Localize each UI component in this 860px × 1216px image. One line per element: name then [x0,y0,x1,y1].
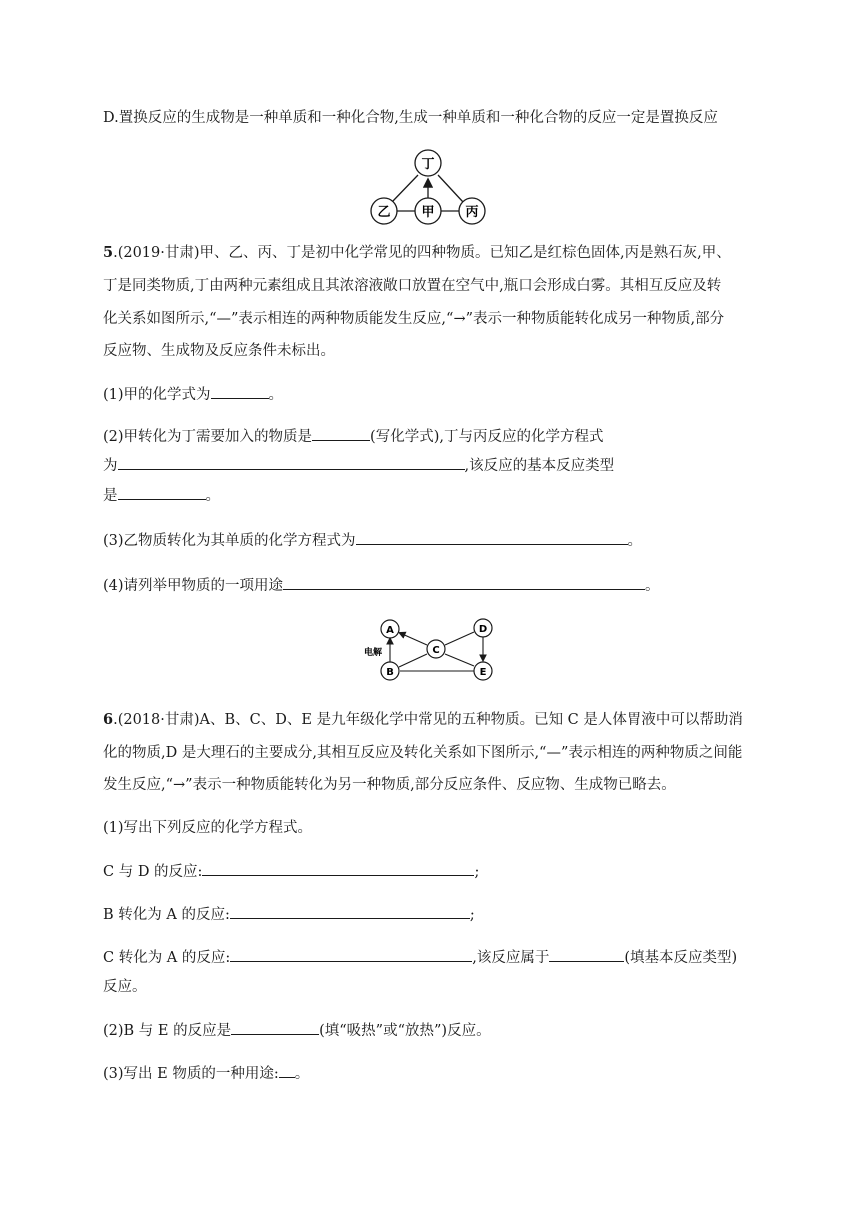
svg-text:C: C [432,645,440,656]
q5-number: 5 [103,244,114,261]
option-d: D.置换反应的生成物是一种单质和一种化合物,生成一种单质和一种化合物的反应一定是置换反应 [103,110,718,126]
q6-stem-line-2: 化的物质,D 是大理石的主要成分,其相互反应及转化关系如下图所示,“—”表示相连的两种物质之间能 [103,745,743,761]
q5-stem-line-3: 化关系如图所示,“—”表示相连的两种物质能发生反应,“→”表示一种物质能转化成另一种物质,部分 [103,311,725,327]
node-yi-label: 乙 [377,205,391,220]
q5-part-3: (3)乙物质转化为其单质的化学方程式为 。 [103,530,642,551]
q6-part-3: (3)写出 E 物质的一种用途: 。 [103,1063,309,1084]
q5-part-4: (4)请列举甲物质的一项用途 。 [103,575,660,596]
q6-stem-line-3: 发生反应,“→”表示一种物质能转化为另一种物质,部分反应条件、反应物、生成物已略去。 [103,777,676,793]
q6-part-1: (1)写出下列反应的化学方程式。 [103,820,313,836]
node-bing-label: 丙 [465,205,479,220]
q5-part-2c: 是 。 [103,485,220,506]
relation-diagram-1 [366,145,501,227]
answer-blank[interactable] [279,1063,295,1078]
q5-stem-line-1: 5.(2019·甘肃)甲、乙、丙、丁是初中化学常见的四种物质。已知乙是红棕色固体,丙是熟石灰,甲、 [103,244,731,261]
q6-part-2: (2)B 与 E 的反应是 (填“吸热”或“放热”)反应。 [103,1020,491,1041]
q6-cd-reaction: C 与 D 的反应: ; [103,861,479,882]
q6-ba-reaction: B 转化为 A 的反应: ; [103,904,475,925]
answer-blank[interactable] [202,861,474,876]
q6-ca-reaction: C 转化为 A 的反应: ,该反应属于 (填基本反应类型) [103,947,737,968]
q5-stem-line-4: 反应物、生成物及反应条件未标出。 [103,343,335,359]
answer-blank[interactable] [118,455,465,470]
q6-stem-line-1: 6.(2018·甘肃)A、B、C、D、E 是九年级化学中常见的五种物质。已知 C 是人体胃液中可以帮助消 [103,711,743,728]
answer-blank[interactable] [230,904,470,919]
relation-diagram-2 [362,618,502,684]
q5-part-2b: 为 ,该反应的基本反应类型 [103,455,614,476]
q5-stem-line-2: 丁是同类物质,丁由两种元素组成且其浓溶液敞口放置在空气中,瓶口会形成白雾。其相互反应及转 [103,278,722,294]
answer-blank[interactable] [356,530,628,545]
node-jia-label: 甲 [421,205,435,220]
svg-text:B: B [386,667,394,678]
answer-blank[interactable] [211,384,269,399]
answer-blank[interactable] [312,426,370,441]
answer-blank[interactable] [549,947,624,962]
answer-blank[interactable] [230,947,472,962]
answer-blank[interactable] [283,575,645,590]
electrolysis-label: 电解 [364,648,383,658]
q5-part-2a: (2)甲转化为丁需要加入的物质是 (写化学式),丁与丙反应的化学方程式 [103,426,603,447]
q5-part-1: (1)甲的化学式为 。 [103,384,283,405]
q6-number: 6 [103,711,114,728]
node-ding-label: 丁 [421,157,435,172]
answer-blank[interactable] [118,485,206,500]
svg-text:E: E [479,667,487,678]
svg-text:D: D [478,624,488,635]
answer-blank[interactable] [231,1020,319,1035]
q6-ca-reaction-cont: 反应。 [103,979,147,995]
svg-text:A: A [386,625,394,636]
